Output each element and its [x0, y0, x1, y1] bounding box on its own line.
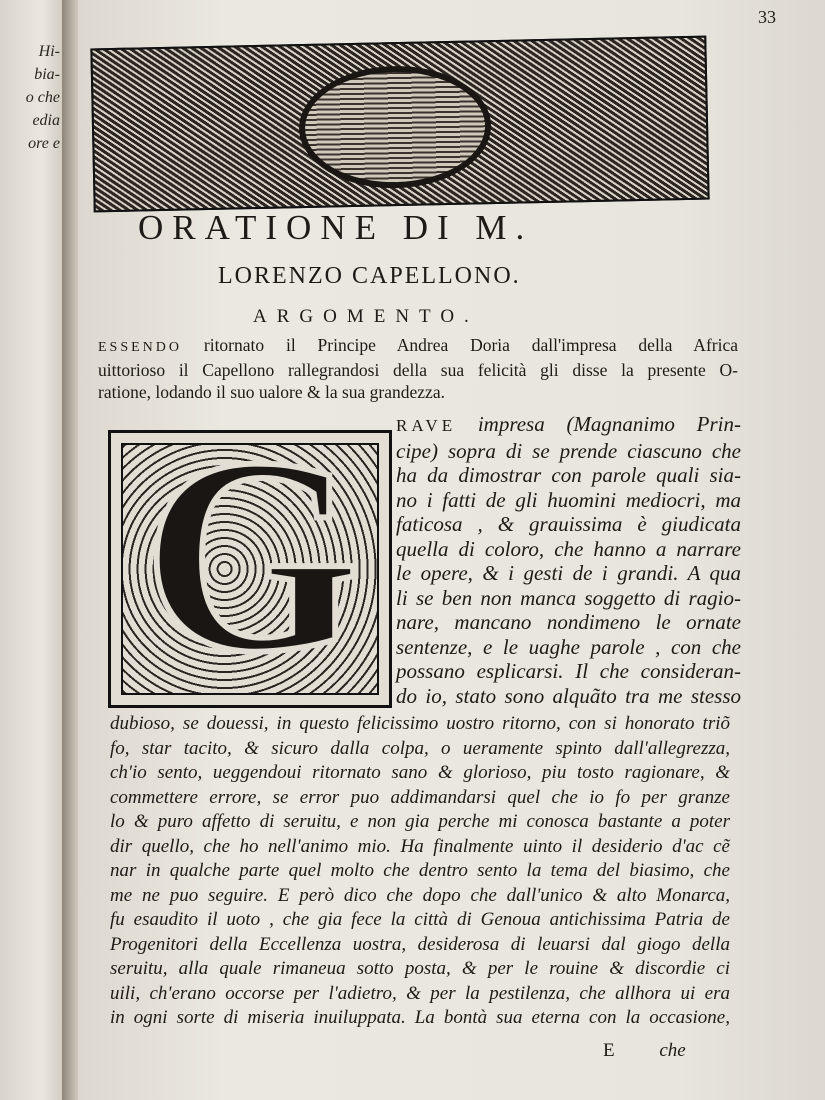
- body-line: seruitu, alla quale rimaneua sotto posta, & per le rouine & discordie ci: [110, 958, 730, 979]
- fragment: bia-: [34, 66, 60, 83]
- fragment: o che: [25, 89, 60, 106]
- page-subtitle: LORENZO CAPELLONO.: [218, 263, 521, 289]
- initial-foliage: [121, 443, 379, 695]
- body-line: nar in qualche parte quel molto che dentro sento la tema del biasimo, che: [110, 860, 730, 881]
- body-line: me ne puo seguire. E però dico che dopo che dall'unico & alto Monarca,: [110, 884, 730, 906]
- fragment: Hi-: [38, 43, 60, 60]
- body-line: possano esplicarsi. Il che consideran-: [396, 659, 741, 683]
- body-line: fu esaudito il uoto , che gia fece la città di Genoua antichissima Patria de: [110, 909, 730, 930]
- argument-line: ritornato il Principe Andrea Doria dall'impresa della Africa: [203, 335, 739, 355]
- body-line: ch'io sento, ueggendoui ritornato sano & glorioso, piu tosto ragionare, &: [110, 762, 730, 783]
- body-line: impresa (Magnanimo Prin-: [477, 412, 741, 436]
- initial-letter: G: [143, 443, 361, 695]
- woodcut-headpiece: [90, 36, 709, 213]
- page-title: ORATIONE DI M.: [138, 208, 534, 247]
- body-line: do io, stato sono alquãto tra me stesso: [396, 683, 741, 708]
- argomento-heading: ARGOMENTO.: [253, 306, 479, 327]
- body-line: no i fatti de gli huomini mediocri, ma: [396, 487, 741, 512]
- catchword: che: [659, 1040, 686, 1061]
- page-footer: [603, 1040, 686, 1062]
- body-lead: RAVE: [396, 416, 457, 435]
- body-text: [110, 712, 730, 1031]
- body-line: fo, star tacito, & sicuro dalla colpa, o ueramente spinto dall'allegrezza,: [110, 737, 730, 759]
- left-page: [0, 0, 70, 1100]
- body-line: sentenze, e le uaghe parole , con che: [396, 634, 741, 659]
- body-line: commettere errore, se error puo addimandarsi quel che io fo per granze: [110, 786, 730, 808]
- body-line: ha da dimostrar con parole quali sia-: [396, 463, 741, 487]
- right-page: [78, 0, 825, 1100]
- argument-line: ratione, lodando il suo ualore & la sua grandezza.: [98, 382, 445, 402]
- argument-text: [98, 334, 738, 403]
- body-line: dubioso, se douessi, in questo felicissimo uostro ritorno, con si honorato triõ: [110, 713, 730, 734]
- signature-mark: E: [603, 1040, 615, 1061]
- body-line: cipe) sopra di se prende ciascuno che: [396, 438, 741, 463]
- body-line: quella di coloro, che hanno a narrare: [396, 536, 741, 561]
- body-line: Progenitori della Eccellenza uostra, desiderosa di leuarsi dal giogo della: [110, 933, 730, 955]
- argument-lead: ESSENDO: [98, 340, 183, 355]
- body-text-beside-initial: [396, 412, 741, 708]
- headpiece-landscape-cartouche: [298, 64, 493, 190]
- body-line: in ogni sorte di miseria inuiluppata. La bontà sua eterna con la occasione,: [110, 1007, 730, 1028]
- argument-line: uittorioso il Capellono rallegrandosi della sua felicità gli disse la presente O-: [98, 360, 738, 380]
- body-line: lo & puro affetto di seruitu, e non gia perche mi conosca bastante a poter: [110, 811, 730, 832]
- body-line: faticosa , & grauissima è giudicata: [396, 512, 741, 536]
- fragment: edia: [32, 112, 60, 129]
- fragment: ore e: [28, 135, 60, 152]
- body-line: uili, ch'erano occorse per l'adietro, & per la pestilenza, che allhora ui era: [110, 982, 730, 1004]
- decorated-initial: [108, 430, 392, 708]
- body-line: li se ben non manca soggetto di ragio-: [396, 585, 741, 610]
- body-line: le opere, & i gesti de i grandi. A qua: [396, 561, 741, 585]
- left-page-text: [8, 40, 60, 155]
- page-number: 33: [758, 7, 776, 27]
- body-line: dir quello, che ho nell'animo mio. Ha finalmente uinto il desiderio d'ac cẽ: [110, 835, 730, 857]
- body-line: nare, mancano nondimeno le ornate: [396, 610, 741, 634]
